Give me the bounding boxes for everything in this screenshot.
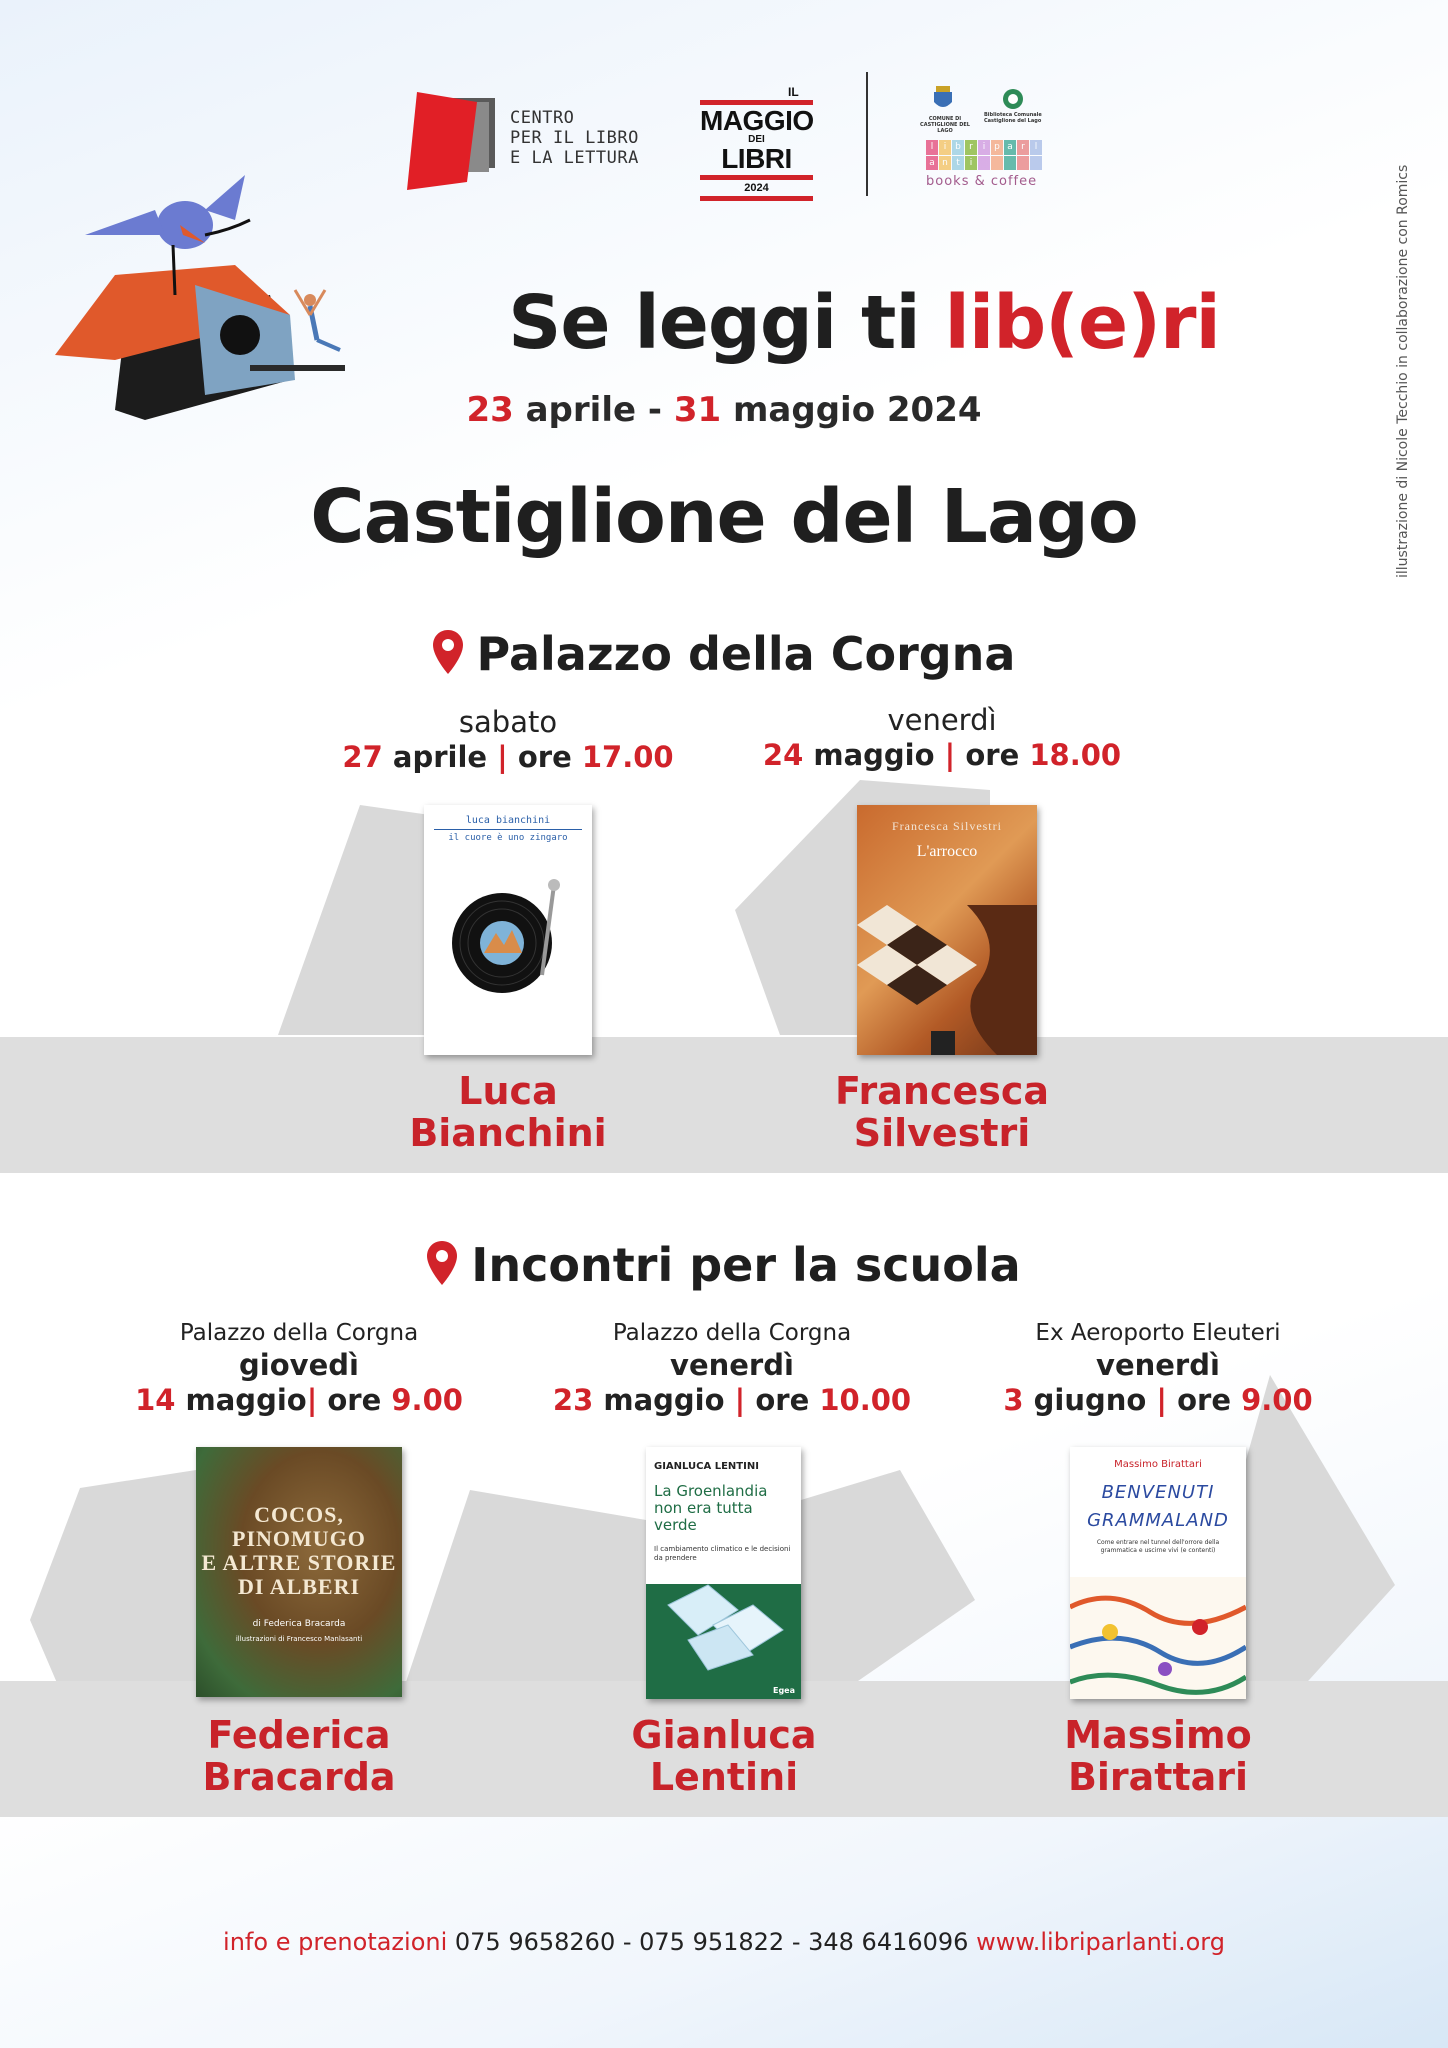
- ice-cubes-icon: [658, 1565, 788, 1675]
- chess-checker-icon: [857, 905, 1037, 1055]
- grey-shape-5: [801, 1470, 975, 1690]
- maggio-logo-bar-mid: [700, 175, 813, 180]
- libri-parlanti-tile: r: [965, 140, 977, 155]
- event-silvestri-when: [722, 703, 1162, 773]
- comune-crest-icon: [932, 86, 954, 112]
- event-day: giovedì: [239, 1348, 359, 1382]
- book-subtitle: Il cambiamento climatico e le decisioni da prendere: [654, 1545, 791, 1562]
- event-venue: Palazzo della Corgna: [179, 1320, 419, 1346]
- book-illustrator: illustrazioni di Francesco Manlasanti: [235, 1635, 363, 1643]
- libri-parlanti-tile: [1017, 156, 1029, 171]
- book-title: BENVENUTI GRAMMALAND: [1087, 1482, 1229, 1531]
- event-venue: Palazzo della Corgna: [612, 1320, 852, 1346]
- book-cover-bianchini: [424, 805, 592, 1055]
- libri-parlanti-tile: r: [1017, 140, 1029, 155]
- grey-band-1: [0, 1037, 1448, 1173]
- cepell-book-icon: [405, 90, 495, 190]
- event-datetime: 14 maggio| ore 9.00: [135, 1383, 463, 1417]
- book-title: il cuore è uno zingaro: [448, 833, 568, 843]
- book-author: Massimo Birattari: [1114, 1459, 1202, 1470]
- libri-parlanti-tile: a: [926, 156, 938, 171]
- cepell-logo: [405, 90, 675, 190]
- maggio-logo-il: IL: [788, 85, 799, 99]
- event-day: venerdì: [670, 1348, 794, 1382]
- event-day: venerdì: [887, 703, 997, 737]
- section-palazzo-label: Palazzo della Corgna: [476, 627, 1016, 681]
- libri-parlanti-tile: i: [939, 140, 951, 155]
- event-bracarda-when: [99, 1318, 499, 1418]
- section-scuola-title: [0, 1238, 1448, 1292]
- libri-parlanti-tile: l: [1030, 140, 1042, 155]
- libri-parlanti-tile: i: [965, 156, 977, 171]
- libri-parlanti-tile: [978, 156, 990, 171]
- book-subtitle: Come entrare nel tunnel dell'orrore della grammatica e uscirne vivi (e contenti): [1096, 1539, 1220, 1554]
- author-bracarda: Federica Bracarda: [202, 1713, 396, 1799]
- cepell-text: [510, 108, 639, 168]
- event-day: sabato: [458, 705, 558, 739]
- book-author: GIANLUCA LENTINI: [654, 1461, 759, 1472]
- libri-parlanti-tile: l: [926, 140, 938, 155]
- dates-text-1: aprile -: [513, 390, 674, 430]
- book-title: La Groenlandia non era tutta verde: [654, 1482, 768, 1534]
- biblioteca-label: Biblioteca Comunale Castiglione del Lago: [984, 112, 1042, 124]
- section-scuola-label: Incontri per la scuola: [471, 1238, 1021, 1292]
- grey-shape-3: [30, 1470, 196, 1690]
- libri-parlanti-tile: a: [1004, 140, 1016, 155]
- comune-label: COMUNE DI CASTIGLIONE DEL LAGO: [920, 116, 970, 134]
- author-lentini: Gianluca Lentini: [631, 1713, 817, 1799]
- author-silvestri: Francesca Silvestri: [834, 1069, 1050, 1155]
- libri-parlanti-tile: b: [952, 140, 964, 155]
- maggio-logo-maggio: MAGGIO: [700, 105, 814, 136]
- event-lentini-when: [532, 1318, 932, 1418]
- maggio-logo-year: 2024: [744, 182, 769, 194]
- event-dates: [0, 390, 1448, 430]
- title-main: Se leggi ti: [508, 280, 945, 366]
- maggio-logo-libri: LIBRI: [721, 143, 792, 174]
- libri-parlanti-tile: p: [991, 140, 1003, 155]
- book-title: COCOS, PINOMUGO E ALTRE STORIE DI ALBERI: [201, 1502, 397, 1599]
- grey-shape-4: [400, 1490, 646, 1700]
- book-cover-lentini: [646, 1447, 801, 1699]
- footer-info: [0, 1928, 1448, 1956]
- libri-parlanti-tile: n: [939, 156, 951, 171]
- footer-label: info e prenotazioni: [223, 1928, 448, 1956]
- event-datetime: 24 maggio | ore 18.00: [762, 738, 1122, 772]
- vinyl-record-icon: [442, 875, 582, 1015]
- cepell-line-3: E LA LETTURA: [510, 148, 639, 168]
- event-datetime: 23 maggio | ore 10.00: [552, 1383, 912, 1417]
- maggio-logo-bar-bottom: [700, 196, 813, 201]
- libri-parlanti-tile: i: [978, 140, 990, 155]
- book-cover-silvestri: [857, 805, 1037, 1055]
- libri-parlanti-tile: t: [952, 156, 964, 171]
- location-pin-icon: [427, 1241, 457, 1285]
- city-title: Castiglione del Lago: [310, 474, 1138, 560]
- footer-url[interactable]: www.libriparlanti.org: [976, 1928, 1225, 1956]
- grammaland-map-icon: [1070, 1577, 1246, 1699]
- illustration-credit: illustrazione di Nicole Tecchio in collaborazione con Romics: [1395, 164, 1411, 578]
- libri-parlanti-tile: [1004, 156, 1016, 171]
- cepell-line-1: CENTRO: [510, 108, 575, 128]
- footer-phones: 075 9658260 - 075 951822 - 348 6416096: [447, 1928, 977, 1956]
- title-highlight: lib(e)ri: [944, 280, 1220, 366]
- event-day: venerdì: [1096, 1348, 1220, 1382]
- event-bianchini-when: [288, 705, 728, 775]
- dates-text-2: maggio 2024: [721, 390, 982, 430]
- book-author: Francesca Silvestri: [892, 819, 1002, 833]
- book-author: di Federica Bracarda: [252, 1619, 346, 1629]
- location-pin-icon: [433, 630, 463, 674]
- biblioteca-icon: [1002, 86, 1024, 112]
- end-day: 31: [673, 390, 722, 430]
- book-title: L'arrocco: [916, 843, 978, 860]
- author-birattari: Massimo Birattari: [1064, 1713, 1252, 1799]
- libri-parlanti-tile: [1030, 156, 1042, 171]
- book-cover-birattari: [1070, 1447, 1246, 1699]
- libri-parlanti-logo: [926, 140, 1042, 170]
- event-datetime: 27 aprile | ore 17.00: [342, 740, 674, 774]
- event-birattari-when: [958, 1318, 1358, 1418]
- event-venue: Ex Aeroporto Eleuteri: [1035, 1320, 1281, 1346]
- grey-shape-1: [278, 805, 430, 1035]
- grey-shape-6: [1246, 1375, 1395, 1690]
- libri-parlanti-tile: [991, 156, 1003, 171]
- maggio-logo-dei: DEI: [748, 134, 765, 145]
- local-partner-logos: [920, 86, 1050, 196]
- event-title: [0, 280, 1448, 366]
- book-publisher: Egea: [772, 1686, 795, 1695]
- event-datetime: 3 giugno | ore 9.00: [1003, 1383, 1313, 1417]
- author-bianchini: Luca Bianchini: [409, 1069, 607, 1155]
- book-author: luca bianchini: [465, 815, 551, 826]
- header-divider: [866, 72, 868, 196]
- section-palazzo-title: [0, 627, 1448, 681]
- maggio-dei-libri-logo: [700, 85, 814, 194]
- book-cover-bracarda: [196, 1447, 402, 1697]
- books-coffee-label: books & coffee: [926, 174, 1038, 189]
- start-day: 23: [466, 390, 514, 430]
- cepell-line-2: PER IL LIBRO: [510, 128, 639, 148]
